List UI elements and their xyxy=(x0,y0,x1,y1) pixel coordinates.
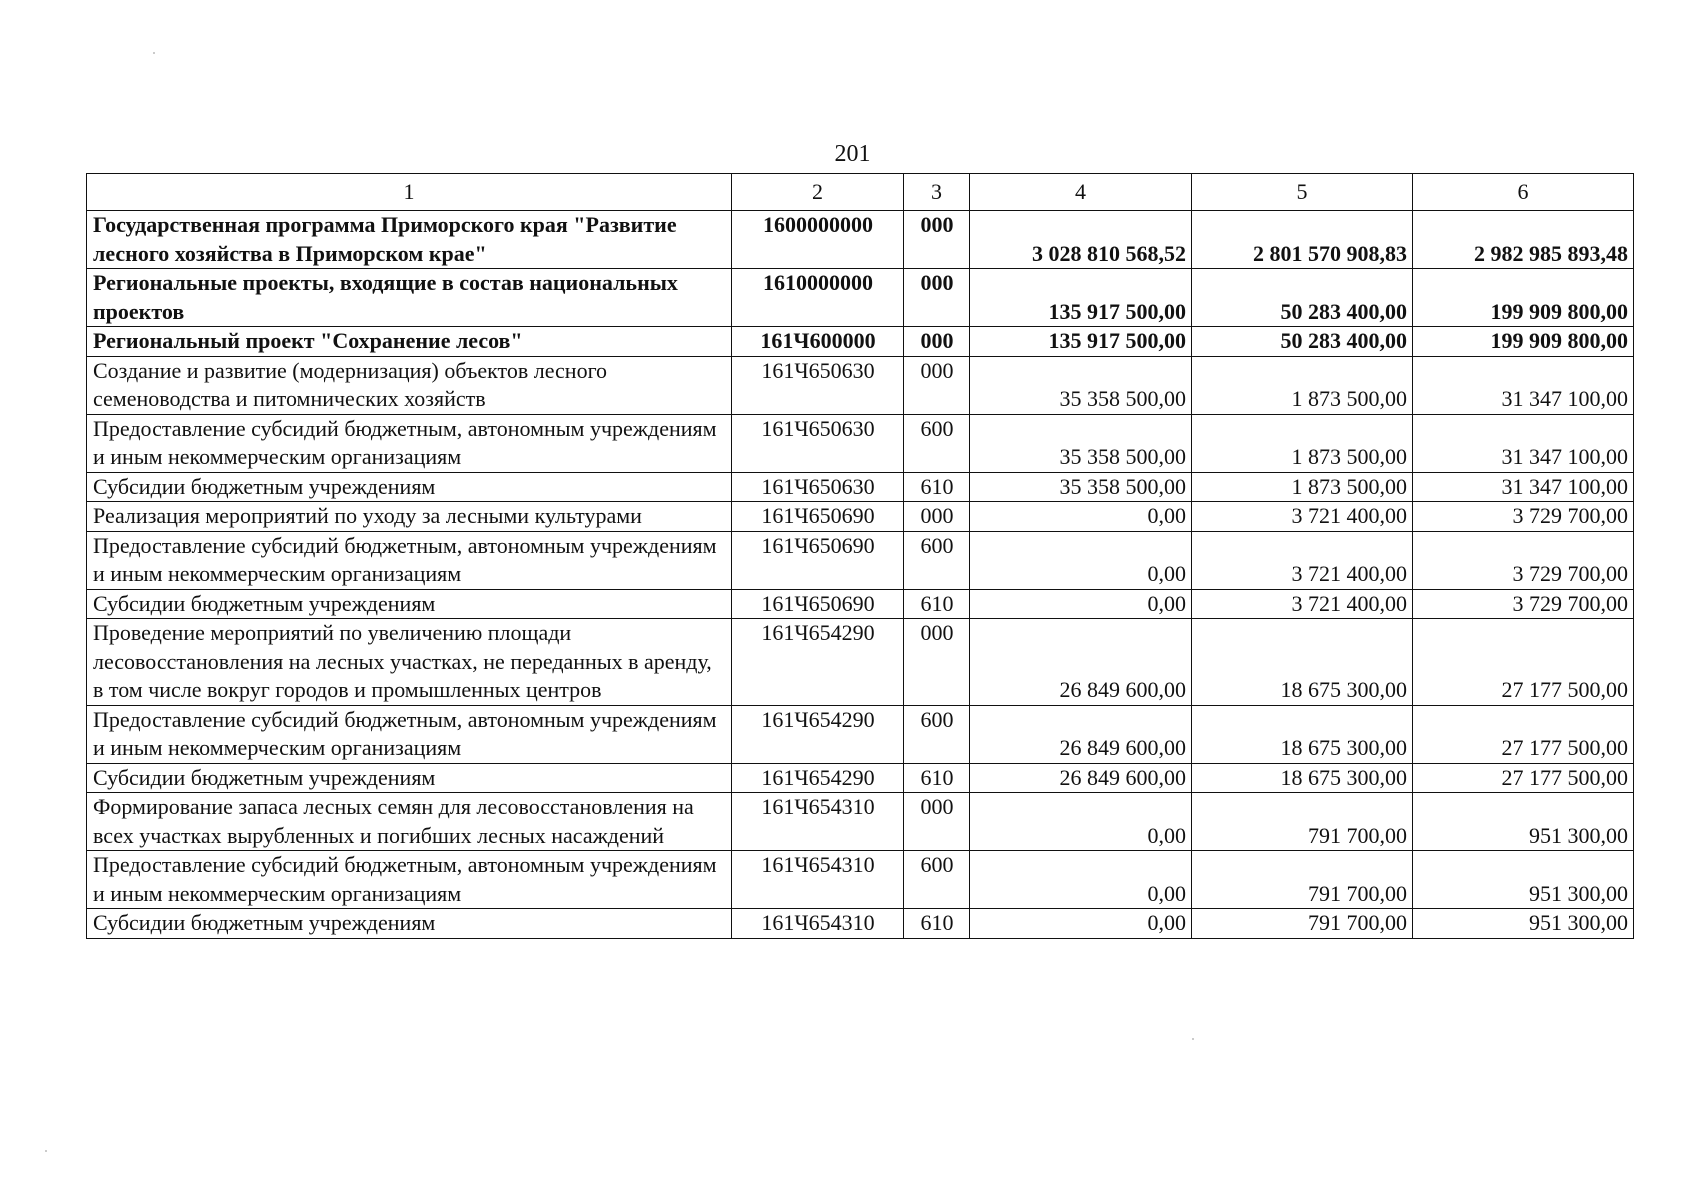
scan-speck xyxy=(45,1150,47,1152)
table-row xyxy=(87,705,1634,763)
row-amount-col5: 2 801 570 908,83 xyxy=(1192,211,1413,269)
row-name: Субсидии бюджетным учреждениям xyxy=(87,589,732,619)
row-amount-col4: 3 028 810 568,52 xyxy=(970,211,1192,269)
row-amount-col4: 0,00 xyxy=(970,793,1192,851)
row-name: Проведение мероприятий по увеличению площади лесовосстановления на лесных участках, не переданных в аренду, в том числе вокруг городов и промышленных центров xyxy=(87,619,732,706)
row-code: 161Ч650630 xyxy=(732,472,904,502)
row-type: 600 xyxy=(904,705,970,763)
row-amount-col6: 31 347 100,00 xyxy=(1413,356,1634,414)
row-type: 610 xyxy=(904,763,970,793)
row-code: 1610000000 xyxy=(732,269,904,327)
table-row xyxy=(87,327,1634,357)
row-amount-col6: 199 909 800,00 xyxy=(1413,327,1634,357)
row-amount-col6: 2 982 985 893,48 xyxy=(1413,211,1634,269)
row-name: Субсидии бюджетным учреждениям xyxy=(87,472,732,502)
row-amount-col6: 951 300,00 xyxy=(1413,909,1634,939)
table-row xyxy=(87,589,1634,619)
table-row xyxy=(87,619,1634,706)
row-amount-col4: 135 917 500,00 xyxy=(970,269,1192,327)
header-col-5: 5 xyxy=(1192,174,1413,211)
row-amount-col6: 3 729 700,00 xyxy=(1413,589,1634,619)
row-amount-col5: 1 873 500,00 xyxy=(1192,356,1413,414)
row-code: 161Ч654310 xyxy=(732,793,904,851)
row-name: Предоставление субсидий бюджетным, автономным учреждениям и иным некоммерческим организациям xyxy=(87,531,732,589)
table-body xyxy=(87,211,1634,939)
table-row xyxy=(87,269,1634,327)
row-amount-col4: 26 849 600,00 xyxy=(970,763,1192,793)
scan-speck xyxy=(153,52,155,54)
row-amount-col5: 18 675 300,00 xyxy=(1192,619,1413,706)
row-name: Предоставление субсидий бюджетным, автономным учреждениям и иным некоммерческим организациям xyxy=(87,851,732,909)
row-type: 000 xyxy=(904,211,970,269)
row-type: 610 xyxy=(904,589,970,619)
header-row xyxy=(87,174,1634,211)
row-amount-col6: 3 729 700,00 xyxy=(1413,531,1634,589)
row-amount-col4: 35 358 500,00 xyxy=(970,414,1192,472)
row-code: 161Ч600000 xyxy=(732,327,904,357)
header-col-4: 4 xyxy=(970,174,1192,211)
table-row xyxy=(87,414,1634,472)
row-code: 161Ч650690 xyxy=(732,589,904,619)
row-amount-col4: 35 358 500,00 xyxy=(970,472,1192,502)
row-amount-col4: 0,00 xyxy=(970,909,1192,939)
row-code: 161Ч650690 xyxy=(732,502,904,532)
row-type: 600 xyxy=(904,531,970,589)
row-amount-col5: 18 675 300,00 xyxy=(1192,763,1413,793)
row-type: 600 xyxy=(904,414,970,472)
row-amount-col5: 791 700,00 xyxy=(1192,851,1413,909)
row-amount-col5: 3 721 400,00 xyxy=(1192,589,1413,619)
row-type: 000 xyxy=(904,793,970,851)
row-amount-col6: 27 177 500,00 xyxy=(1413,705,1634,763)
table-row xyxy=(87,909,1634,939)
row-amount-col6: 27 177 500,00 xyxy=(1413,619,1634,706)
row-amount-col5: 3 721 400,00 xyxy=(1192,531,1413,589)
row-type: 000 xyxy=(904,502,970,532)
row-amount-col5: 50 283 400,00 xyxy=(1192,327,1413,357)
row-amount-col5: 18 675 300,00 xyxy=(1192,705,1413,763)
table-header xyxy=(87,174,1634,211)
row-amount-col6: 31 347 100,00 xyxy=(1413,414,1634,472)
row-type: 000 xyxy=(904,269,970,327)
row-code: 1600000000 xyxy=(732,211,904,269)
row-amount-col4: 35 358 500,00 xyxy=(970,356,1192,414)
row-name: Субсидии бюджетным учреждениям xyxy=(87,909,732,939)
row-amount-col6: 31 347 100,00 xyxy=(1413,472,1634,502)
row-name: Государственная программа Приморского края "Развитие лесного хозяйства в Приморском крае" xyxy=(87,211,732,269)
table-row xyxy=(87,531,1634,589)
table-row xyxy=(87,502,1634,532)
row-name: Создание и развитие (модернизация) объектов лесного семеноводства и питомнических хозяйств xyxy=(87,356,732,414)
row-amount-col5: 791 700,00 xyxy=(1192,793,1413,851)
row-code: 161Ч650630 xyxy=(732,414,904,472)
table-row xyxy=(87,472,1634,502)
row-code: 161Ч654290 xyxy=(732,619,904,706)
row-amount-col4: 135 917 500,00 xyxy=(970,327,1192,357)
header-col-2: 2 xyxy=(732,174,904,211)
budget-table xyxy=(86,173,1634,939)
row-amount-col6: 3 729 700,00 xyxy=(1413,502,1634,532)
row-type: 000 xyxy=(904,327,970,357)
row-code: 161Ч654310 xyxy=(732,851,904,909)
row-amount-col6: 27 177 500,00 xyxy=(1413,763,1634,793)
row-name: Предоставление субсидий бюджетным, автономным учреждениям и иным некоммерческим организациям xyxy=(87,705,732,763)
row-amount-col5: 50 283 400,00 xyxy=(1192,269,1413,327)
row-name: Региональный проект "Сохранение лесов" xyxy=(87,327,732,357)
row-name: Предоставление субсидий бюджетным, автономным учреждениям и иным некоммерческим организациям xyxy=(87,414,732,472)
table-row xyxy=(87,211,1634,269)
header-col-3: 3 xyxy=(904,174,970,211)
row-type: 000 xyxy=(904,356,970,414)
row-amount-col5: 791 700,00 xyxy=(1192,909,1413,939)
row-name: Субсидии бюджетным учреждениям xyxy=(87,763,732,793)
scan-speck xyxy=(1192,1038,1194,1040)
row-amount-col4: 26 849 600,00 xyxy=(970,705,1192,763)
row-name: Региональные проекты, входящие в состав национальных проектов xyxy=(87,269,732,327)
row-amount-col5: 1 873 500,00 xyxy=(1192,472,1413,502)
table-row xyxy=(87,851,1634,909)
row-code: 161Ч654290 xyxy=(732,705,904,763)
row-type: 000 xyxy=(904,619,970,706)
row-amount-col6: 199 909 800,00 xyxy=(1413,269,1634,327)
table-row xyxy=(87,793,1634,851)
row-amount-col4: 26 849 600,00 xyxy=(970,619,1192,706)
page-number: 201 xyxy=(834,141,871,167)
row-code: 161Ч654290 xyxy=(732,763,904,793)
row-amount-col6: 951 300,00 xyxy=(1413,851,1634,909)
row-type: 600 xyxy=(904,851,970,909)
row-amount-col4: 0,00 xyxy=(970,531,1192,589)
row-amount-col5: 1 873 500,00 xyxy=(1192,414,1413,472)
row-amount-col4: 0,00 xyxy=(970,502,1192,532)
row-code: 161Ч650690 xyxy=(732,531,904,589)
row-amount-col6: 951 300,00 xyxy=(1413,793,1634,851)
row-amount-col5: 3 721 400,00 xyxy=(1192,502,1413,532)
row-amount-col4: 0,00 xyxy=(970,851,1192,909)
header-col-6: 6 xyxy=(1413,174,1634,211)
row-amount-col4: 0,00 xyxy=(970,589,1192,619)
table-row xyxy=(87,763,1634,793)
row-name: Формирование запаса лесных семян для лесовосстановления на всех участках вырубленных и погибших лесных насаждений xyxy=(87,793,732,851)
row-type: 610 xyxy=(904,472,970,502)
row-type: 610 xyxy=(904,909,970,939)
row-code: 161Ч654310 xyxy=(732,909,904,939)
table-row xyxy=(87,356,1634,414)
row-code: 161Ч650630 xyxy=(732,356,904,414)
header-col-1: 1 xyxy=(87,174,732,211)
row-name: Реализация мероприятий по уходу за лесными культурами xyxy=(87,502,732,532)
